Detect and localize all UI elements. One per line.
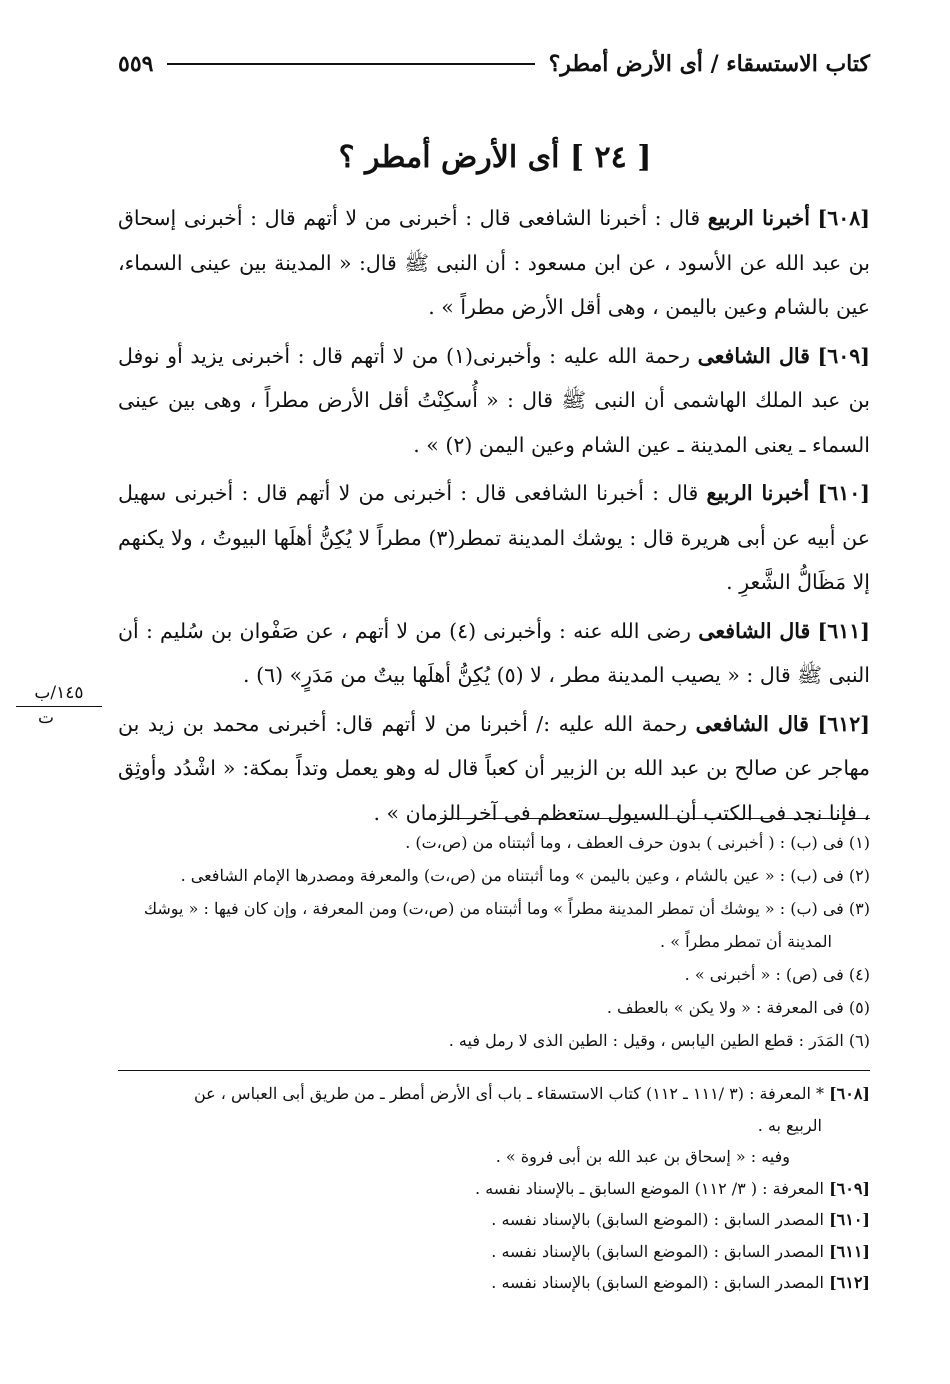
hadith-paragraph <box>118 702 870 836</box>
chapter-title: [ ٢٤ ] أى الأرض أمطر ؟ <box>338 140 652 175</box>
source-entry <box>118 1236 870 1268</box>
hadith-text: قال : أخبرنا الشافعى قال : أخبرنى من لا أتهم قال : أخبرنى سهيل عن أبيه عن أبى هريرة قال : يوشك المدينة تمطر(٣) مطراً لا يُكِنُّ أهلَها البيوتُ ، ولا يكنهم إلا مَظَالُّ الشَّعرِ . <box>118 481 870 594</box>
source-number: [٦١٢] <box>829 1273 870 1292</box>
source-text: المصدر السابق : (الموضع السابق) بالإسناد نفسه . <box>491 1273 824 1292</box>
hadith-lead: قال الشافعى <box>697 343 810 368</box>
source-entry <box>118 1078 870 1110</box>
hadith-paragraph <box>118 609 870 698</box>
source-entry <box>118 1204 870 1236</box>
page-number: ٥٥٩ <box>118 51 154 77</box>
footnotes <box>118 826 870 1057</box>
source-number: [٦١٠] <box>829 1210 870 1229</box>
source-text: * المعرفة : (٣ /١١١ ـ ١١٢) كتاب الاستسقاء ـ باب أى الأرض أمطر ـ من طريق أبى العباس ، عن <box>193 1084 824 1103</box>
footnote-continuation: المدينة أن تمطر مطراً » . <box>660 932 832 951</box>
hadith-text: رحمة الله عليه :/ أخبرنا من لا أتهم قال: أخبرنى محمد بن زيد بن مهاجر عن صالح بن عبد الله بن الزبير أن كعباً قال له وهو يعمل وتداً بمكة: « اشْدُد وأوثِق ، فإنا نجد فى الكتب أن السيول ستعظم فى آخر الزمان » . <box>118 711 870 825</box>
source-entry <box>118 1267 870 1299</box>
source-text: المعرفة : ( ٣/ ١١٢) الموضع السابق ـ بالإسناد نفسه . <box>475 1178 824 1198</box>
hadith-text: رحمة الله عليه : وأخبرنى(١) من لا أتهم قال : أخبرنى يزيد أو نوفل بن عبد الملك الهاشمى أن النبى ﷺ قال : « أُسكِنْتُ أقل الأرض مطراً ، وهى بين عينى السماء ـ يعنى المدينة ـ عين الشام وعين اليمن (٢) » . <box>118 343 870 457</box>
footnote: (٦) المَدَر : قطع الطين اليابس ، وقيل : الطين الذى لا رمل فيه . <box>448 1031 870 1050</box>
source-text: المصدر السابق : (الموضع السابق) بالإسناد نفسه . <box>491 1210 824 1229</box>
hadith-paragraph <box>118 196 870 330</box>
source-number: [٦٠٩] <box>829 1178 870 1198</box>
running-header <box>118 44 870 84</box>
hadith-number: [٦١٢] <box>817 711 870 736</box>
hadith-number: [٦١١] <box>817 618 870 643</box>
header-rule <box>167 63 534 65</box>
hadith-number: [٦١٠] <box>817 481 870 505</box>
source-entry <box>118 1141 870 1173</box>
manuscript-margin-note <box>16 682 102 729</box>
hadith-lead: قال الشافعى <box>698 618 811 643</box>
footnote: (١) فى (ب) : ( أخبرنى ) بدون حرف العطف ، وما أثبتناه من (ص،ت) . <box>405 833 870 852</box>
hadith-lead: قال الشافعى <box>695 711 809 736</box>
source-text: الربيع به . <box>757 1115 822 1135</box>
hadith-number: [٦٠٩] <box>817 343 870 368</box>
hadith-text: قال : أخبرنا الشافعى قال : أخبرنى من لا أتهم قال : أخبرنى إسحاق بن عبد الله عن الأسود ، عن ابن مسعود : أن النبى ﷺ قال: « المدينة بين عينى السماء، عين بالشام وعين باليمن ، وهى أقل الأرض مطراً » . <box>118 206 870 319</box>
running-title: كتاب الاستسقاء / أى الأرض أمطر؟ <box>548 51 870 77</box>
footnote: (٢) فى (ب) : « عين بالشام ، وعين باليمن » وما أثبتناه من (ص،ت) والمعرفة ومصدرها الإمام الشافعى . <box>180 866 870 885</box>
margin-folio: ١٤٥/ب <box>16 682 102 707</box>
source-entry <box>118 1173 870 1205</box>
sources-divider <box>118 1070 870 1071</box>
hadith-paragraph <box>118 334 870 468</box>
source-number: [٦١١] <box>829 1241 870 1261</box>
footnote: (٤) فى (ص) : « أخبرنى » . <box>684 965 870 984</box>
footnote-divider <box>440 818 870 819</box>
source-number: [٦٠٨] <box>829 1084 870 1103</box>
hadith-lead: أخبرنا الربيع <box>707 206 810 230</box>
hadith-lead: أخبرنا الربيع <box>706 481 810 505</box>
margin-siglum: ت <box>38 708 55 728</box>
hadith-number: [٦٠٨] <box>817 206 870 230</box>
source-text: وفيه : « إسحاق بن عبد الله بن أبى فروة » . <box>495 1147 790 1166</box>
hadith-paragraph <box>118 471 870 605</box>
main-text <box>118 196 870 839</box>
source-text: المصدر السابق : (الموضع السابق) بالإسناد نفسه . <box>491 1241 824 1261</box>
source-entry <box>118 1110 870 1142</box>
hadith-text: رضى الله عنه : وأخبرنى (٤) من لا أتهم ، عن صَفْوان بن سُليم : أن النبى ﷺ قال : « يصيب المدينة مطر ، لا (٥) يُكِنُّ أهلَها بيتٌ من مَدَرٍ» (٦) . <box>118 618 870 687</box>
footnote: (٣) فى (ب) : « يوشك أن تمطر المدينة مطراً » وما أثبتناه من (ص،ت) ومن المعرفة ، وإن كان فيها : « يوشك <box>143 899 870 918</box>
footnote: (٥) فى المعرفة : « ولا يكن » بالعطف . <box>606 998 870 1017</box>
source-references <box>118 1078 870 1299</box>
